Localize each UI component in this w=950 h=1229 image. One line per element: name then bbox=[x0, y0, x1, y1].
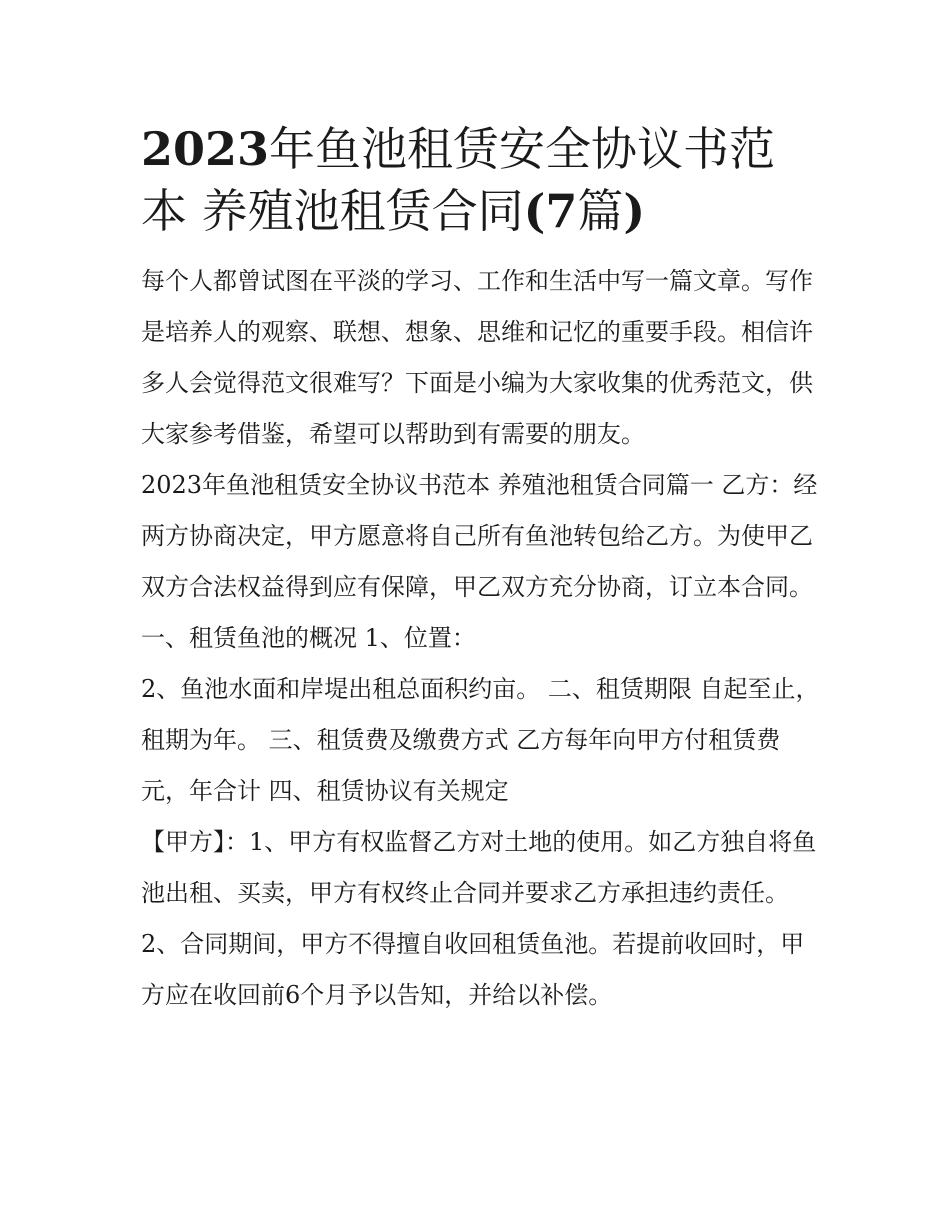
contract-intro-paragraph: 2023年鱼池租赁安全协议书范本 养殖池租赁合同篇一 乙方：经两方协商决定，甲方愿意将自己所有鱼池转包给乙方。为使甲乙双方合法权益得到应有保障，甲乙双方充分协商，订立本合同。 一、租赁鱼池的概况 1、位置： bbox=[141, 471, 818, 652]
title-count: (7 bbox=[523, 184, 578, 238]
lease-terms-paragraph: 2、鱼池水面和岸堤出租总面积约亩。 二、租赁期限 自起至止，租期为年。 三、租赁费及缴费方式 乙方每年向甲方付租赁费元，年合计 四、租赁协议有关规定 bbox=[141, 675, 820, 805]
party-a-rights-paragraph: 【甲方】：1、甲方有权监督乙方对土地的使用。如乙方独自将鱼池出租、买卖，甲方有权终止合同并要求乙方承担违约责任。 bbox=[141, 828, 817, 907]
intro-paragraph: 每个人都曾试图在平淡的学习、工作和生活中写一篇文章。写作是培养人的观察、联想、想象、思维和记忆的重要手段。相信许多人会觉得范文很难写？下面是小编为大家收集的优秀范文，供大家参考借鉴，希望可以帮助到有需要的朋友。 bbox=[141, 267, 813, 448]
title-line2-text: 本 养殖池租赁合同 bbox=[141, 184, 524, 238]
title-close-paren: ) bbox=[623, 184, 646, 238]
document-body bbox=[141, 118, 821, 1021]
title-unit: 篇 bbox=[577, 184, 624, 238]
party-a-obligations-paragraph: 2、合同期间，甲方不得擅自收回租赁鱼池。若提前收回时，甲方应在收回前6个月予以告知，并给以补偿。 bbox=[141, 930, 805, 1009]
title-line1-text: 年鱼池租赁安全协议书范 bbox=[269, 122, 776, 176]
title-year: 2023 bbox=[141, 122, 270, 176]
document-title bbox=[141, 118, 821, 242]
